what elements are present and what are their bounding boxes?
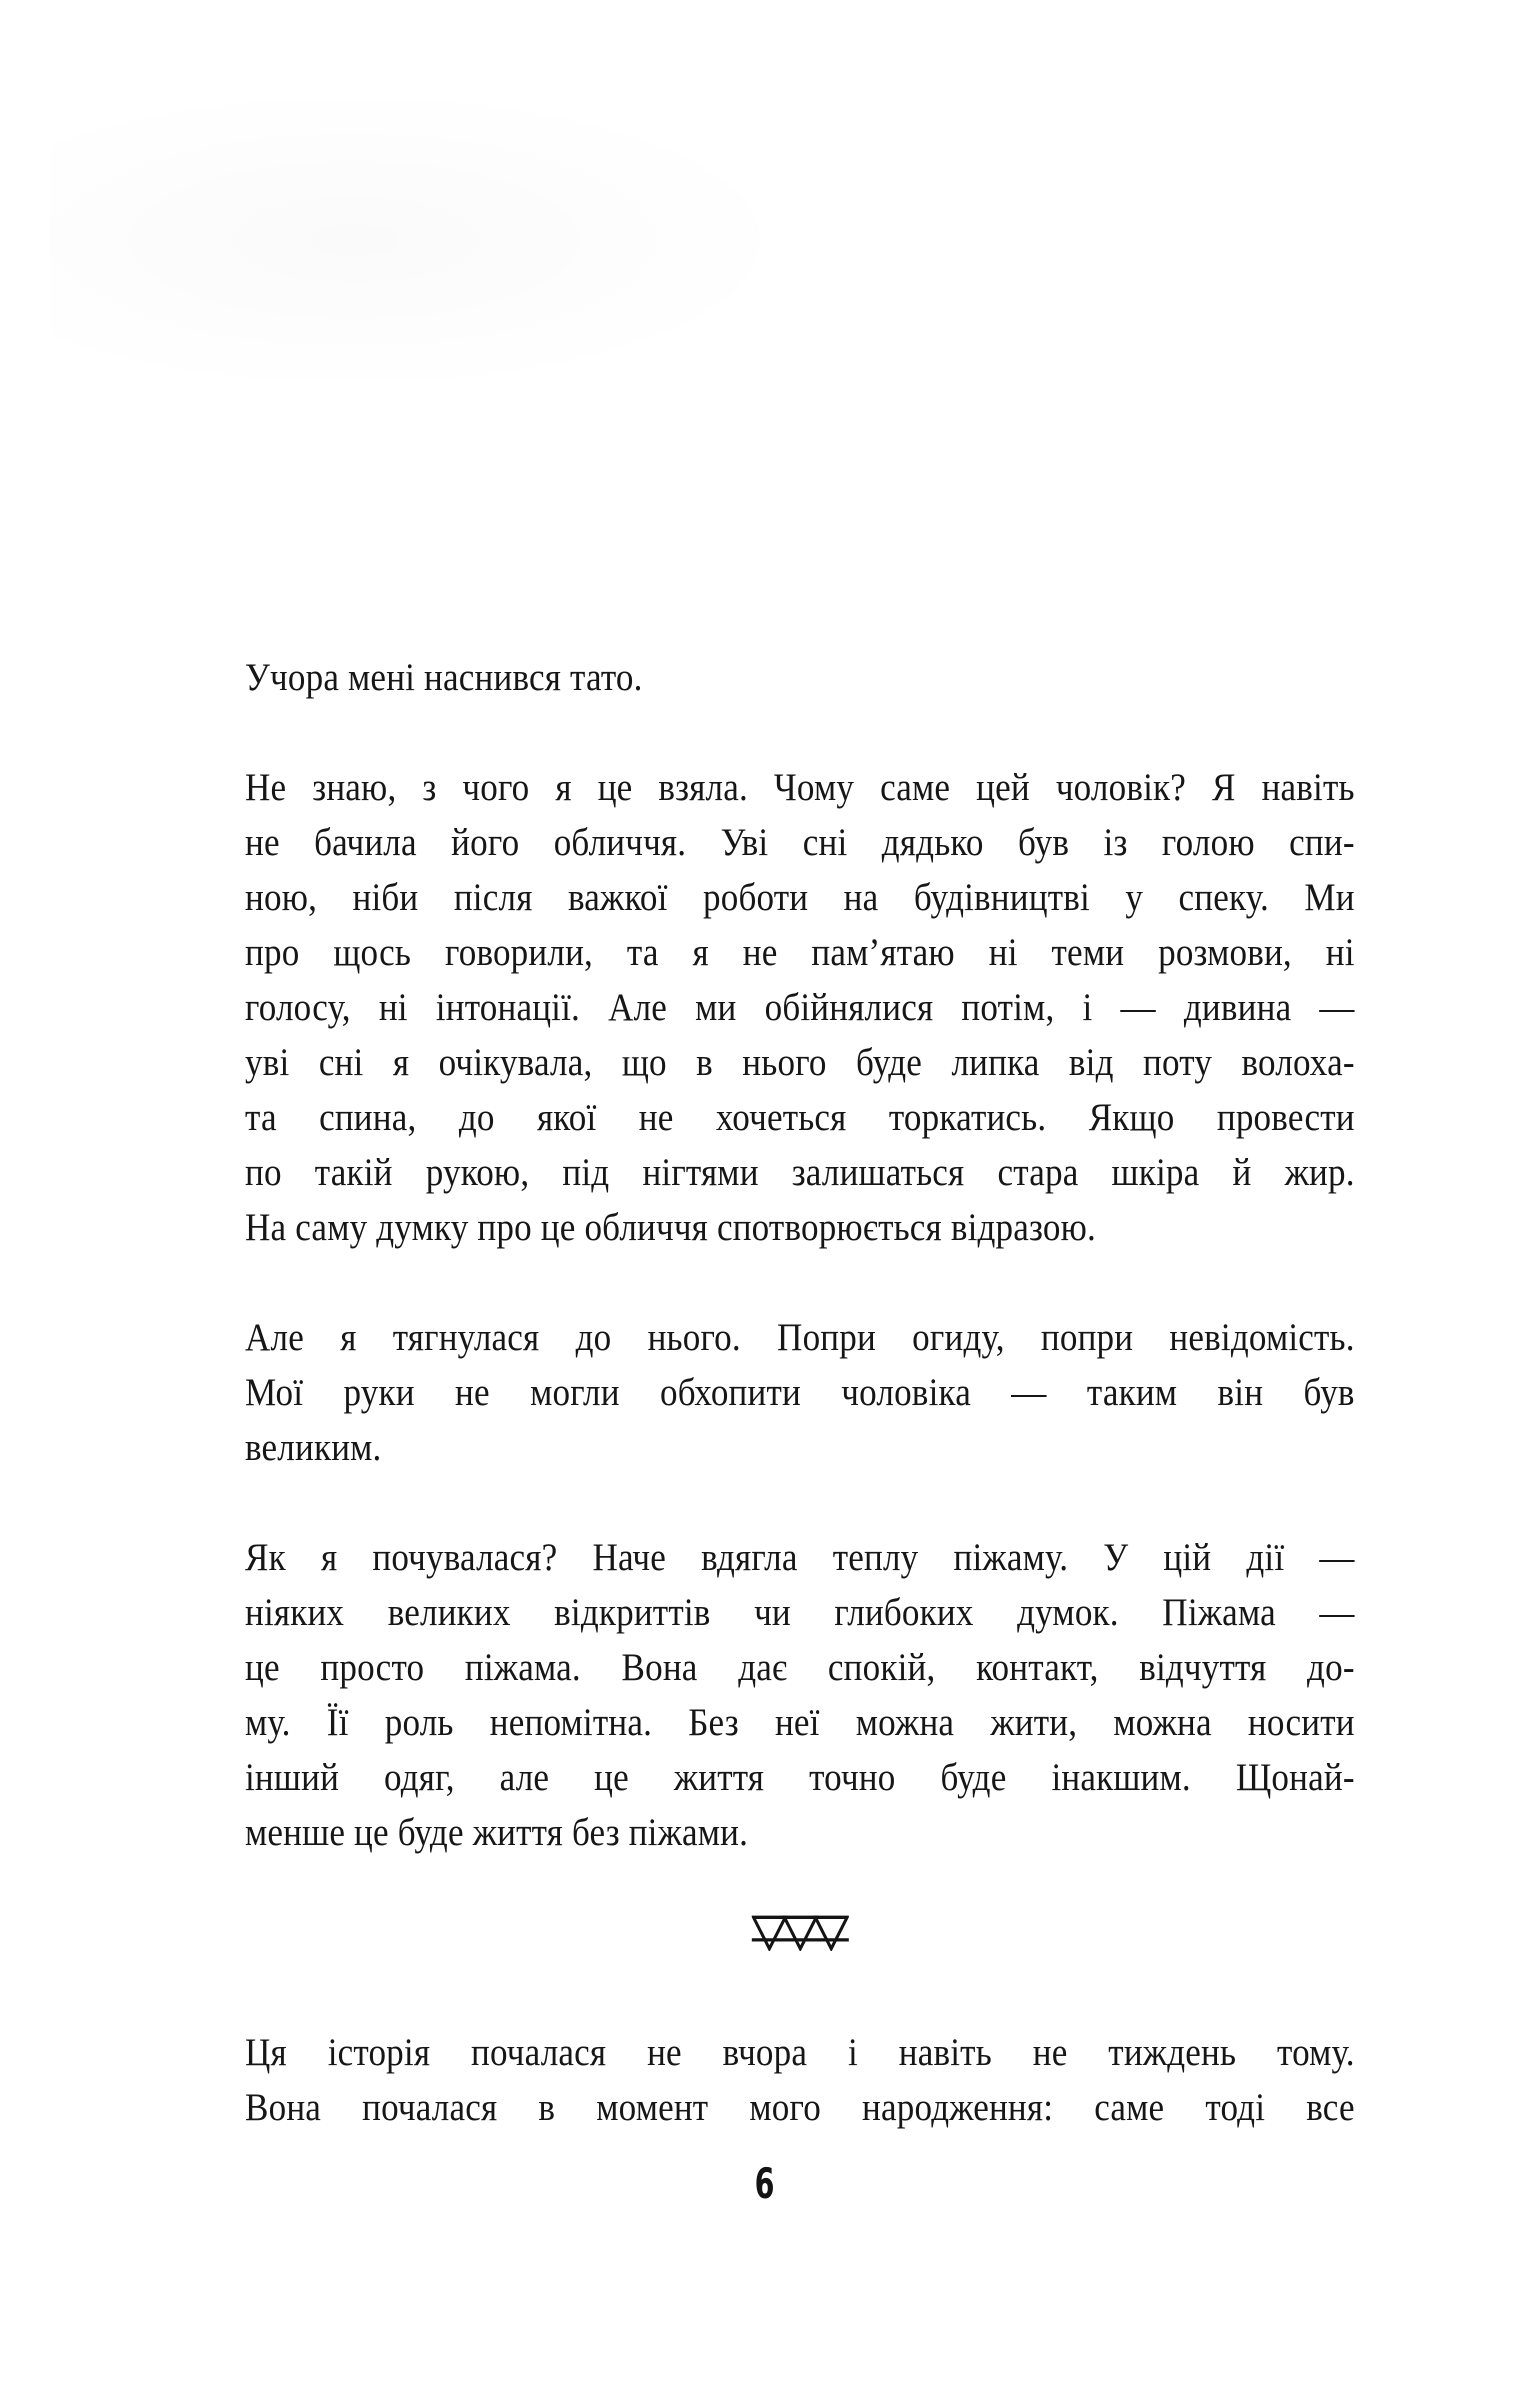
- text-line: уві сні я очікувала, що в нього буде липка від поту волоха-: [245, 1041, 1355, 1084]
- paragraph: [245, 1530, 1355, 1860]
- paragraph: [245, 2025, 1355, 2135]
- text-line: та спина, до якої не хочеться торкатись. Якщо провести: [245, 1096, 1355, 1139]
- paragraph: [245, 760, 1355, 1255]
- paragraph: [245, 1310, 1355, 1475]
- text-line: це просто піжама. Вона дає спокій, контакт, відчуття до-: [245, 1646, 1355, 1689]
- text-line: Як я почувалася? Наче вдягла теплу піжаму. У цій дії —: [245, 1536, 1355, 1579]
- text-line: голосу, ні інтонації. Але ми обійнялися потім, і — дивина —: [245, 986, 1355, 1029]
- text-line: інший одяг, але це життя точно буде інакшим. Щонай-: [245, 1756, 1355, 1799]
- text-line: по такій рукою, під нігтями залишаться стара шкіра й жир.: [245, 1151, 1355, 1194]
- text-line: про щось говорили, та я не пам’ятаю ні теми розмови, ні: [245, 931, 1355, 974]
- scan-shading-artifact: [50, 80, 810, 400]
- text-line: Але я тягнулася до нього. Попри огиду, попри невідомість.: [245, 1316, 1355, 1359]
- text-line: На саму думку про це обличчя спотворюється відразою.: [245, 1206, 1096, 1249]
- text-line: Учора мені наснився тато.: [245, 656, 643, 699]
- text-line: му. Її роль непомітна. Без неї можна жити, можна носити: [245, 1701, 1355, 1744]
- text-line: Вона почалася в момент мого народження: саме тоді все: [245, 2086, 1355, 2129]
- triple-triangle-ornament-icon: [751, 1915, 848, 1951]
- section-separator: [245, 1915, 1355, 1970]
- text-line: ною, ніби після важкої роботи на будівництві у спеку. Ми: [245, 876, 1355, 919]
- text-line: Не знаю, з чого я це взяла. Чому саме цей чоловік? Я навіть: [245, 766, 1355, 809]
- page-number: 6: [755, 2159, 775, 2208]
- text-line: Ця історія почалася не вчора і навіть не тиждень тому.: [245, 2031, 1355, 2074]
- text-line: менше це буде життя без піжами.: [245, 1811, 749, 1854]
- text-line: великим.: [245, 1426, 382, 1469]
- paragraph: [245, 650, 1355, 705]
- text-line: ніяких великих відкриттів чи глибоких думок. Піжама —: [245, 1591, 1355, 1634]
- page-number-container: [0, 2160, 1530, 2208]
- text-line: не бачила його обличчя. Уві сні дядько був із голою спи-: [245, 821, 1355, 864]
- body-text: [245, 650, 1355, 2190]
- text-line: Мої руки не могли обхопити чоловіка — таким він був: [245, 1371, 1355, 1414]
